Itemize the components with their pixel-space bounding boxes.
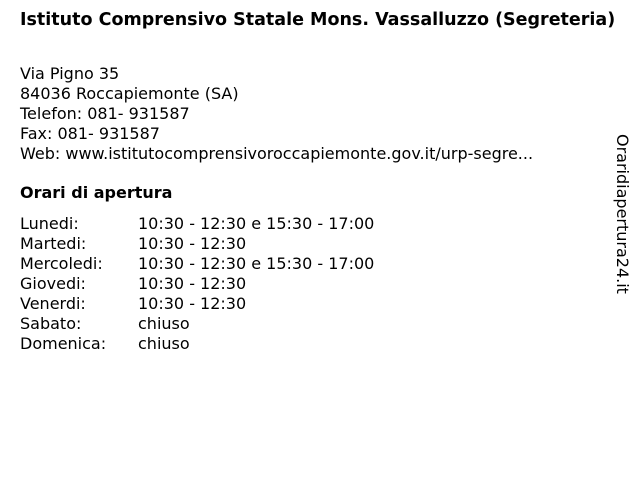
- time-value: 10:30 - 12:30 e 15:30 - 17:00: [138, 254, 375, 273]
- hours-row-wednesday: [20, 254, 374, 274]
- hours-row-thursday: [20, 274, 374, 294]
- fax-number: Fax: 081- 931587: [20, 124, 160, 143]
- day-label: Domenica:: [20, 334, 107, 353]
- address-street: Via Pigno 35: [20, 64, 120, 83]
- hours-row-sunday: [20, 334, 374, 354]
- hours-row-friday: [20, 294, 374, 314]
- opening-hours-list: [20, 214, 374, 354]
- time-value: 10:30 - 12:30: [138, 294, 247, 313]
- day-label: Lunedi:: [20, 214, 79, 233]
- time-value: 10:30 - 12:30: [138, 274, 247, 293]
- site-watermark: Oraridiapertura24.it: [613, 134, 632, 294]
- day-label: Giovedi:: [20, 274, 86, 293]
- hours-row-monday: [20, 214, 374, 234]
- address-city: 84036 Roccapiemonte (SA): [20, 84, 239, 103]
- day-label: Venerdi:: [20, 294, 86, 313]
- day-label: Martedi:: [20, 234, 87, 253]
- time-value: chiuso: [138, 334, 190, 353]
- time-value: chiuso: [138, 314, 190, 333]
- address-block: [20, 64, 610, 164]
- hours-heading: Orari di apertura: [20, 183, 173, 202]
- page-title: Istituto Comprensivo Statale Mons. Vassalluzzo (Segreteria): [20, 10, 616, 30]
- day-label: Sabato:: [20, 314, 82, 333]
- time-value: 10:30 - 12:30 e 15:30 - 17:00: [138, 214, 375, 233]
- website-link[interactable]: Web: www.istitutocomprensivoroccapiemonte.gov.it/urp-segre...: [20, 144, 534, 163]
- time-value: 10:30 - 12:30: [138, 234, 247, 253]
- day-label: Mercoledi:: [20, 254, 103, 273]
- hours-row-saturday: [20, 314, 374, 334]
- phone-number: Telefon: 081- 931587: [20, 104, 190, 123]
- hours-row-tuesday: [20, 234, 374, 254]
